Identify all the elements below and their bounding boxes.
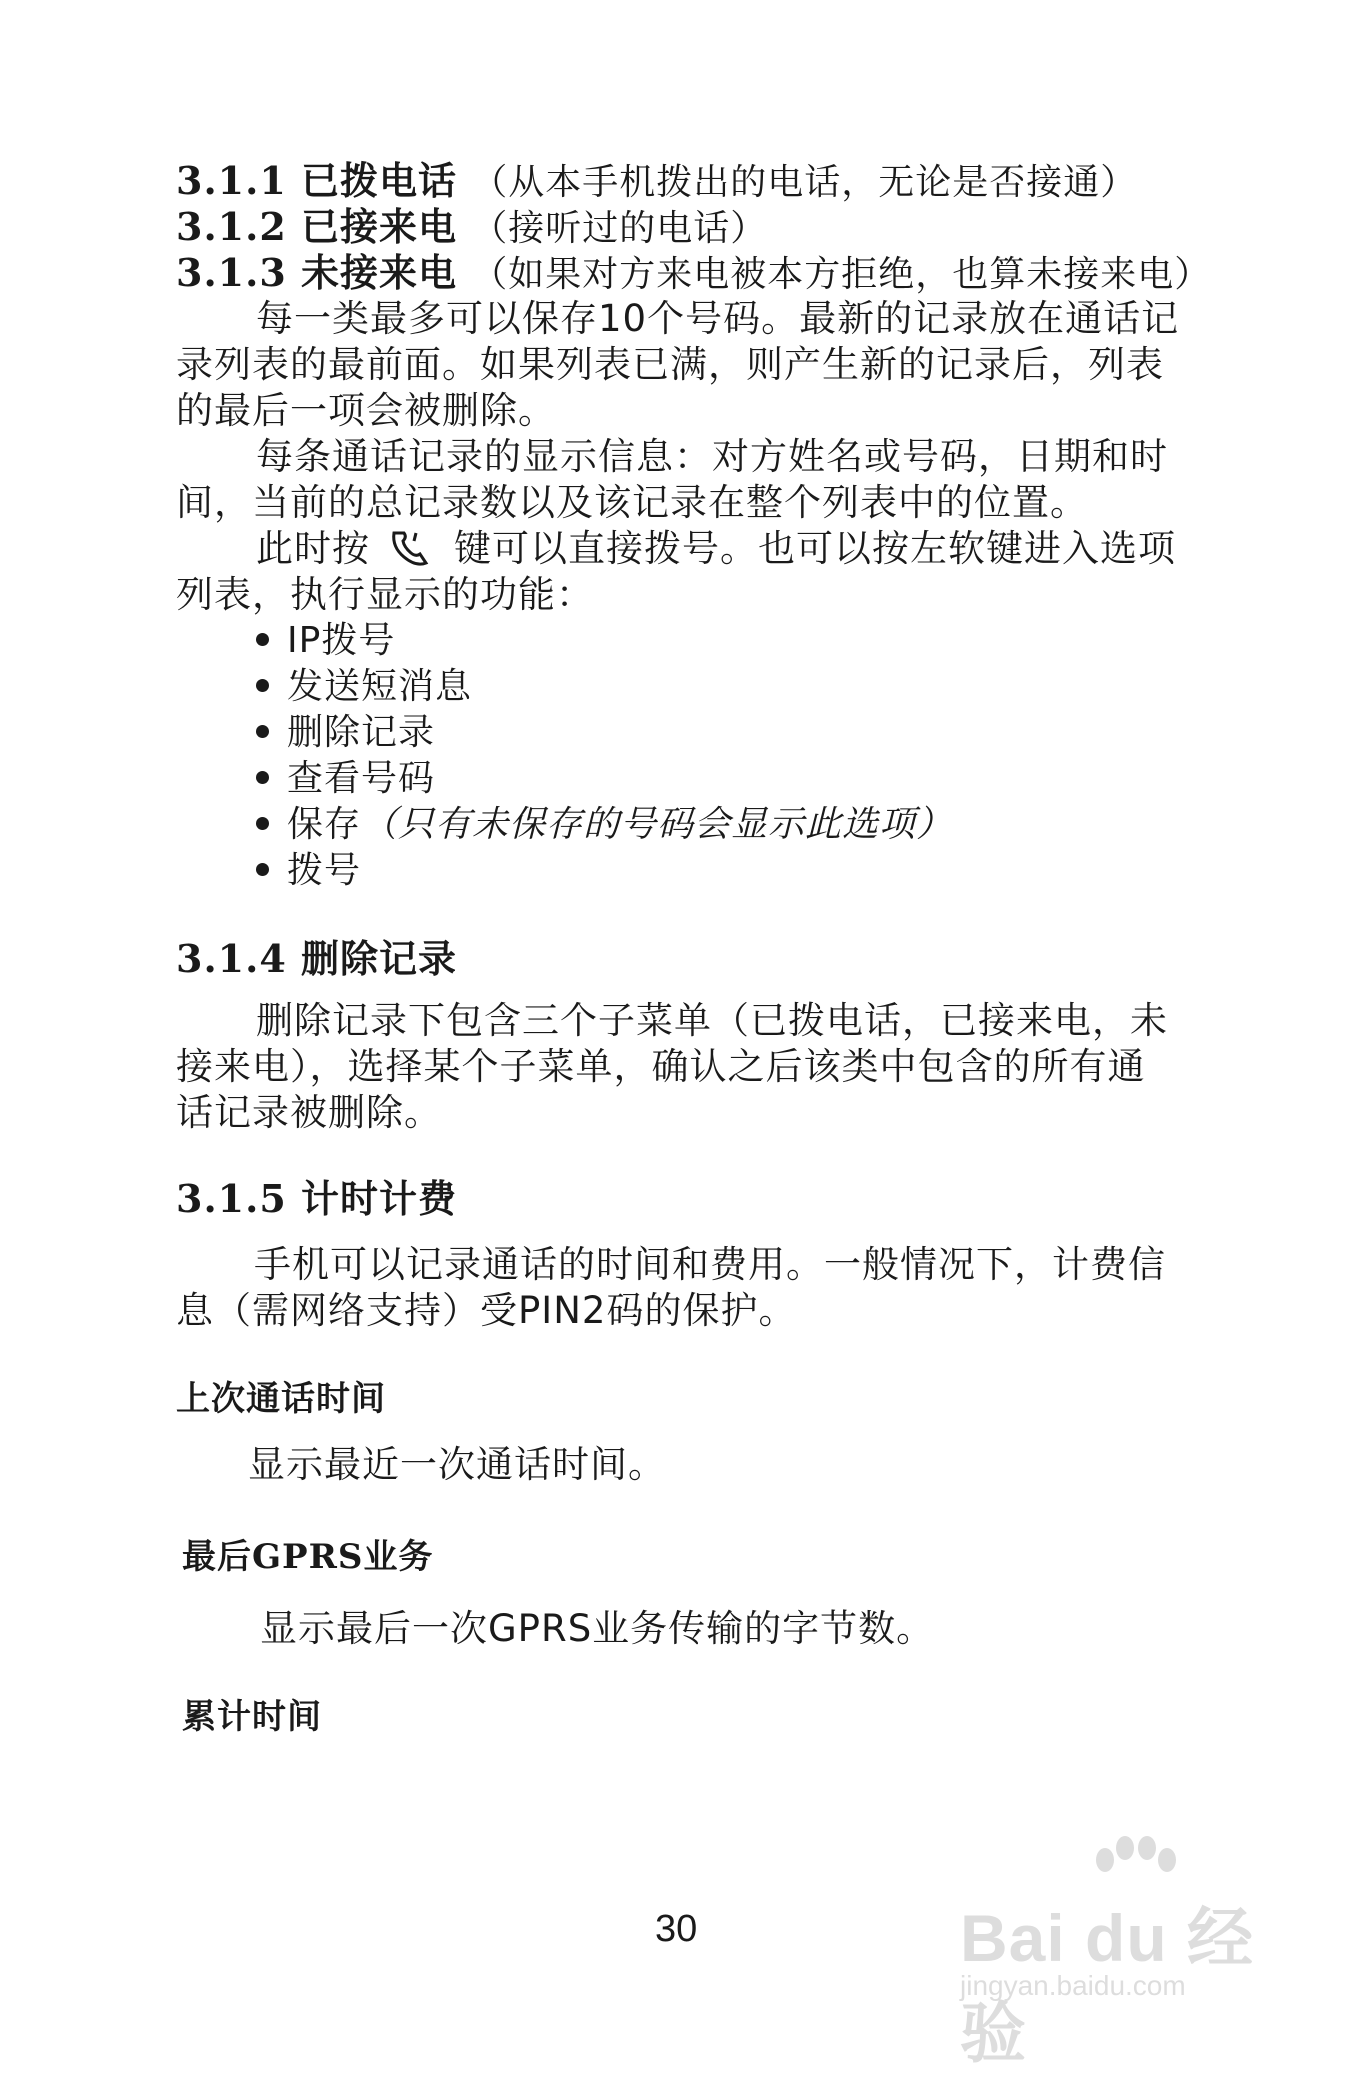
- paragraph-line: 列表，执行显示的功能：: [176, 573, 594, 616]
- paragraph-line: 每条通话记录的显示信息：对方姓名或号码，日期和时: [256, 435, 1168, 478]
- paragraph-line: 此时按 键可以直接拨号。也可以按左软键进入选项: [256, 526, 1176, 573]
- heading-3-1-4: 3.1.4 删除记录: [176, 936, 458, 981]
- paragraph-line: 录列表的最前面。如果列表已满，则产生新的记录后，列表: [176, 343, 1164, 386]
- bullet-item: 保存（只有未保存的号码会显示此选项）: [256, 802, 953, 848]
- paragraph-line: 的最后一项会被删除。: [176, 389, 556, 432]
- watermark-brand: Bai du 经验: [960, 1901, 1255, 2070]
- heading-3-1-2: 3.1.2 已接来电 （接听过的电话）: [176, 204, 768, 249]
- heading-3-1-5: 3.1.5 计时计费: [176, 1176, 458, 1221]
- bullet-item: 查看号码: [256, 756, 435, 802]
- bullet-item: 发送短消息: [256, 664, 472, 710]
- paragraph-line: 息（需网络支持）受PIN2码的保护。: [176, 1289, 797, 1332]
- bullet-dot: [256, 863, 269, 876]
- heading-note: （如果对方来电被本方拒绝，也算未接来电）: [471, 254, 1212, 295]
- bullet-dot: [256, 679, 269, 692]
- bullet-item: 删除记录: [256, 710, 435, 756]
- watermark-url: jingyan.baidu.com: [960, 1970, 1186, 2001]
- paragraph-line: 删除记录下包含三个子菜单（已拨电话，已接来电，未: [256, 999, 1168, 1042]
- bullet-item: IP拨号: [256, 618, 395, 664]
- heading-note: （接听过的电话）: [471, 208, 768, 249]
- paragraph-line: 话记录被删除。: [176, 1091, 442, 1134]
- bullet-dot: [256, 817, 269, 830]
- bullet-dot: [256, 725, 269, 738]
- baidu-watermark: [960, 1830, 1280, 2070]
- call-key-icon: [388, 525, 432, 569]
- bullet-item: 拨号: [256, 848, 361, 894]
- subheading-total-time: 累计时间: [182, 1697, 322, 1737]
- save-note: （只有未保存的号码会显示此选项）: [361, 804, 954, 845]
- paragraph-line: 接来电），选择某个子菜单，确认之后该类中包含的所有通: [176, 1045, 1146, 1088]
- paragraph-line: 手机可以记录通话的时间和费用。一般情况下，计费信: [254, 1243, 1166, 1286]
- paragraph-line: 显示最近一次通话时间。: [248, 1443, 666, 1486]
- paragraph-line: 显示最后一次GPRS业务传输的字节数。: [260, 1607, 935, 1650]
- heading-3-1-1: 3.1.1 已拨电话 （从本手机拨出的电话，无论是否接通）: [176, 158, 1138, 203]
- paragraph-line: 间，当前的总记录数以及该记录在整个列表中的位置。: [176, 481, 1088, 524]
- subheading-last-call: 上次通话时间: [176, 1379, 386, 1419]
- heading-note: （从本手机拨出的电话，无论是否接通）: [471, 162, 1138, 203]
- subheading-last-gprs: 最后GPRS业务: [182, 1537, 434, 1577]
- paragraph-line: 每一类最多可以保存10个号码。最新的记录放在通话记: [256, 297, 1180, 340]
- heading-3-1-3: 3.1.3 未接来电 （如果对方来电被本方拒绝，也算未接来电）: [176, 250, 1212, 295]
- page-number: 30: [655, 1908, 698, 1950]
- bullet-dot: [256, 771, 269, 784]
- bullet-dot: [256, 633, 269, 646]
